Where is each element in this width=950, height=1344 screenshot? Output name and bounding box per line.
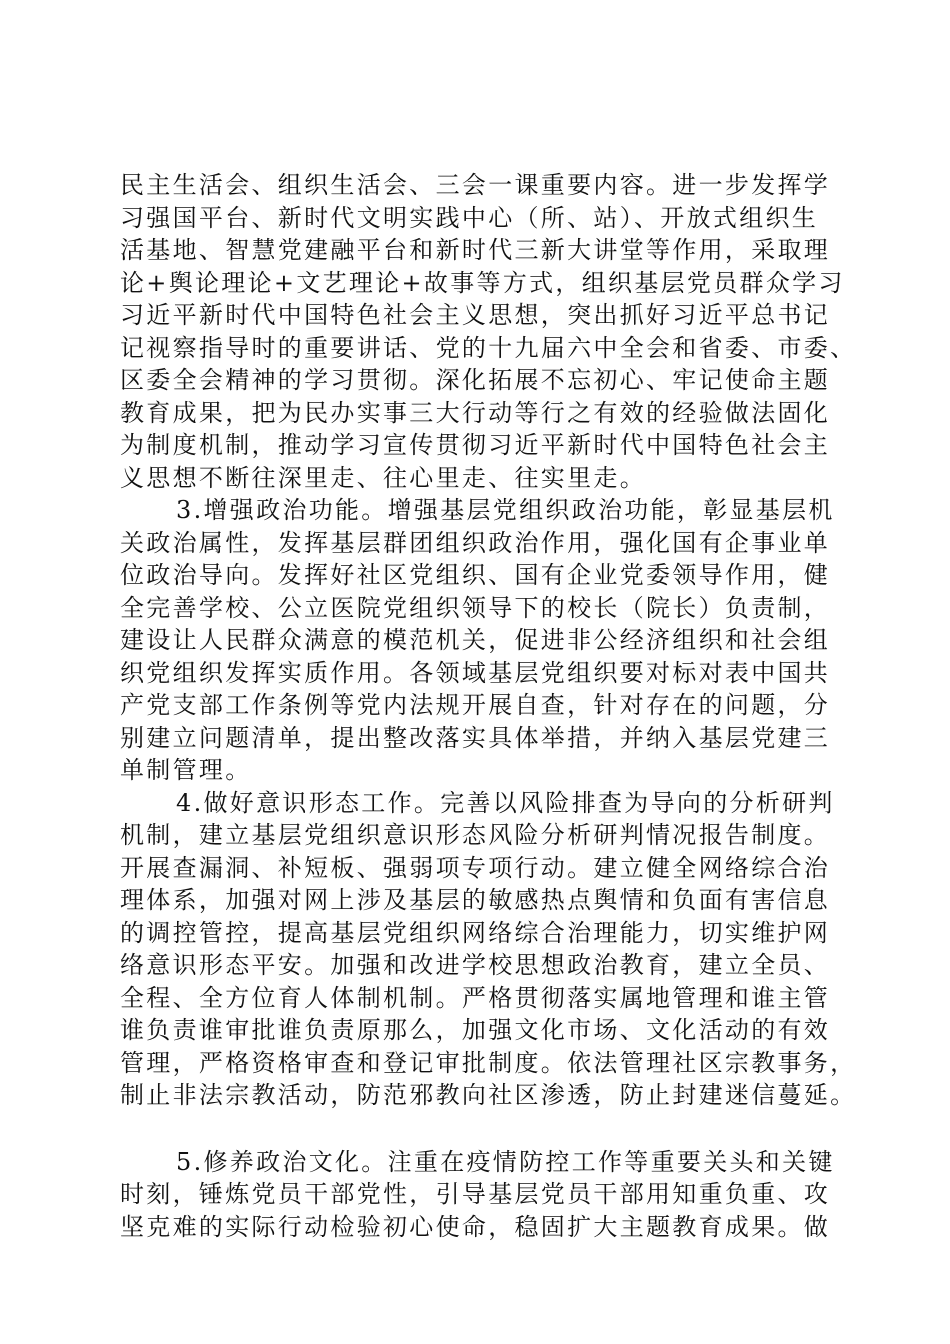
text-line: 别建立问题清单，提出整改落实具体举措，并纳入基层党建三 <box>120 723 831 752</box>
text-line: 4.做好意识形态工作。完善以风险排查为导向的分析研判 <box>176 788 835 817</box>
text-line: 关政治属性，发挥基层群团组织政治作用，强化国有企事业单 <box>120 528 831 557</box>
text-line: 全完善学校、公立医院党组织领导下的校长（院长）负责制， <box>120 593 831 622</box>
paragraph-4-ideology-work <box>120 787 860 1112</box>
text-line: 论+舆论理论+文艺理论+故事等方式，组织基层党员群众学习 <box>120 268 845 297</box>
text-line: 坚克难的实际行动检验初心使命，稳固扩大主题教育成果。做 <box>120 1212 831 1241</box>
text-line: 织党组织发挥实质作用。各领域基层党组织要对标对表中国共 <box>120 658 831 687</box>
text-line: 理体系，加强对网上涉及基层的敏感热点舆情和负面有害信息 <box>120 886 831 914</box>
text-line: 活基地、智慧党建融平台和新时代三新大讲堂等作用，采取理 <box>120 236 831 264</box>
text-line: 机制，建立基层党组织意识形态风险分析研判情况报告制度。 <box>120 821 831 849</box>
paragraph-continued <box>120 169 860 494</box>
text-line: 习近平新时代中国特色社会主义思想，突出抓好习近平总书记 <box>120 301 831 329</box>
text-line: 的调控管控，提高基层党组织网络综合治理能力，切实维护网 <box>120 918 831 947</box>
text-line: 3.增强政治功能。增强基层党组织政治功能，彰显基层机 <box>176 496 835 524</box>
text-line: 谁负责谁审批谁负责原那么，加强文化市场、文化活动的有效 <box>120 1016 831 1044</box>
text-line: 全程、全方位育人体制机制。严格贯彻落实属地管理和谁主管 <box>120 983 831 1012</box>
text-line: 单制管理。 <box>120 756 252 784</box>
text-line: 为制度机制，推动学习宣传贯彻习近平新时代中国特色社会主 <box>120 431 831 459</box>
text-line: 记视察指导时的重要讲话、党的十九届六中全会和省委、市委、 <box>120 333 857 362</box>
text-line: 时刻，锤炼党员干部党性，引导基层党员干部用知重负重、攻 <box>120 1180 831 1208</box>
document-page <box>120 169 860 1243</box>
text-line: 民主生活会、组织生活会、三会一课重要内容。进一步发挥学 <box>120 171 831 199</box>
text-line: 习强国平台、新时代文明实践中心（所、站）、开放式组织生 <box>120 203 819 232</box>
text-line: 产党支部工作条例等党内法规开展自查，针对存在的问题，分 <box>120 691 831 719</box>
text-line: 制止非法宗教活动，防范邪教向社区渗透，防止封建迷信蔓延。 <box>120 1081 857 1109</box>
text-line: 络意识形态平安。加强和改进学校思想政治教育，建立全员、 <box>120 951 831 979</box>
paragraph-3-political-function <box>120 494 860 787</box>
text-line: 位政治导向。发挥好社区党组织、国有企业党委领导作用，健 <box>120 561 831 589</box>
text-line: 5.修养政治文化。注重在疫情防控工作等重要关头和关键 <box>176 1147 835 1176</box>
text-line: 教育成果，把为民办实事三大行动等行之有效的经验做法固化 <box>120 398 831 427</box>
text-line: 义思想不断往深里走、往心里走、往实里走。 <box>120 463 646 492</box>
paragraph-5-political-culture <box>120 1146 860 1244</box>
text-line: 管理，严格资格审查和登记审批制度。依法管理社区宗教事务， <box>120 1048 857 1077</box>
text-line: 区委全会精神的学习贯彻。深化拓展不忘初心、牢记使命主题 <box>120 366 831 394</box>
text-line: 开展查漏洞、补短板、强弱项专项行动。建立健全网络综合治 <box>120 853 831 882</box>
text-line: 建设让人民群众满意的模范机关，促进非公经济组织和社会组 <box>120 626 831 654</box>
blank-line <box>120 1112 860 1146</box>
